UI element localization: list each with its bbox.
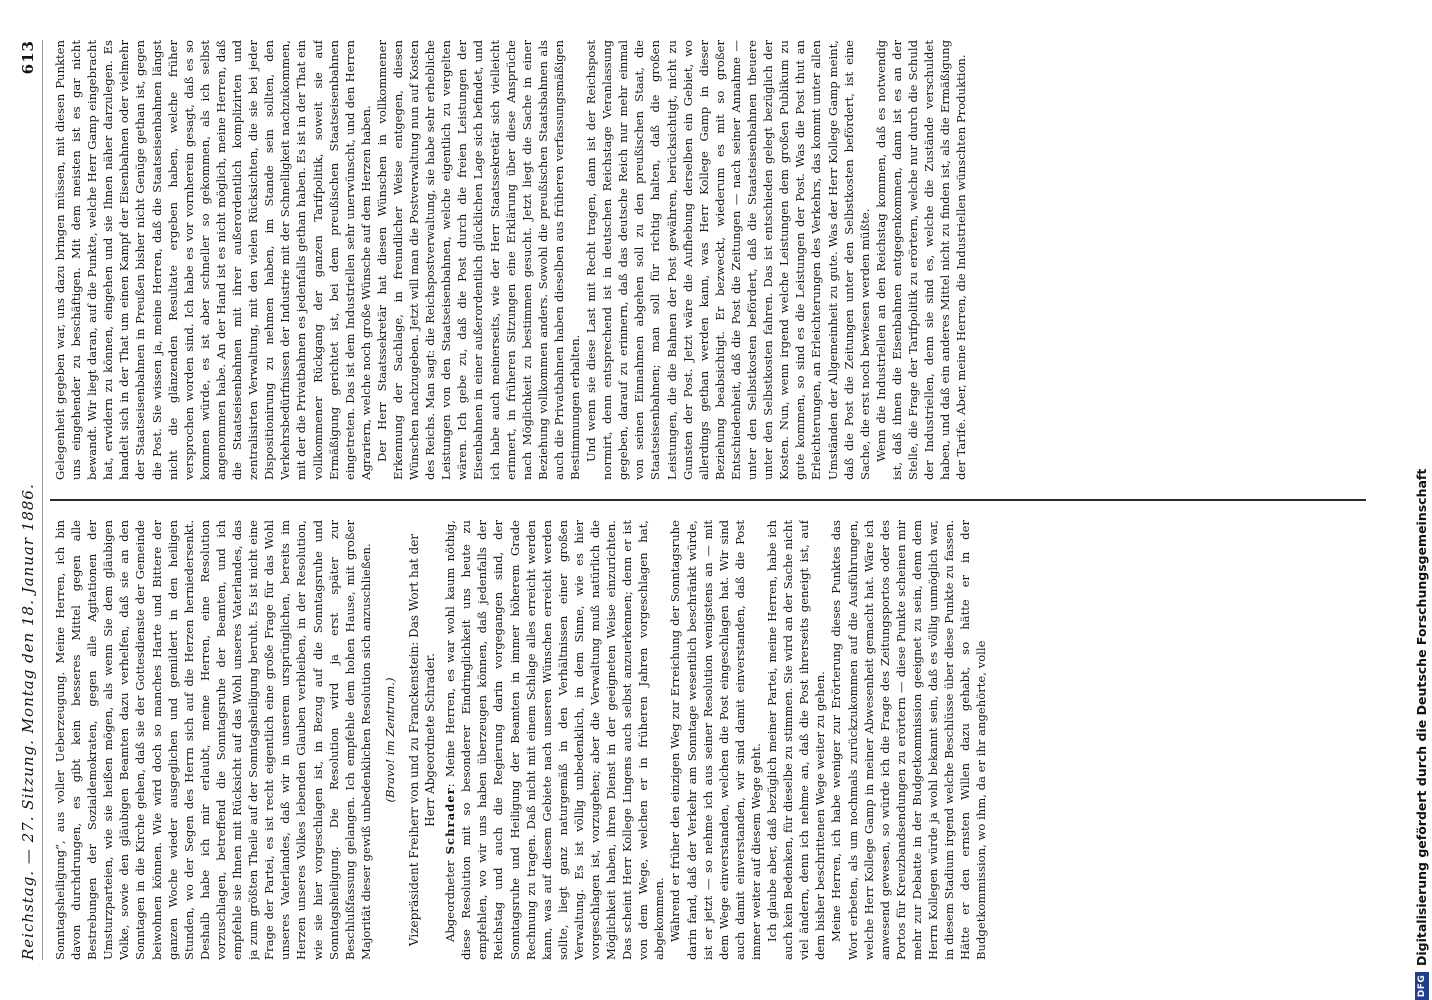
paragraph: Sonntagsheiligung“, aus voller Ueberzeugung. Meine Herren, ich bin davon durchdrungen, es gibt kein besseres Mittel gegen alle Bestrebungen der Sozialdemokraten, gegen alle Agitationen der Umsturzparteien, wie sie heißen mögen, als wenn Sie dem gläubigen Volke, sowie den gläubigen Beamten dazu verhelfen, daß sie an den Sonntagen in die Kirche gehen, daß sie der Gottesdienste der Gemeinde beiwohnen können. Wie wird doch so manches Harte und Bittere der ganzen Woche wieder ausgeglichen und gemildert in den heiligen Stunden, wo der Segen des Herrn sich auf die Herzen herniedersenkt. Deshalb habe ich mir erlaubt, meine Herren, eine Resolution vorzuschlagen, betreffend die Sonntagsruhe der Beamten, und ich empfehle sie Ihnen mit Rücksicht auf das Wohl unseres Vaterlandes, das ja zum größten Theile auf der Sonntagsheiligung beruht. Es ist nicht eine Frage der Partei, es ist recht eigentlich eine große Frage für das Wohl unseres Vaterlandes, daß wir in unserem ursprünglichen, bereits im Herzen unseres Volkes lebenden Glauben verbleiben, in der Resolution, wie sie hier vorgeschlagen ist, in Bezug auf die Sonntagsruhe und Sonntagsheiligung. Die Resolution wird ja erst später zur Beschlußfassung gelangen. Ich empfehle dem hohen Hause, mit großer Majorität dieser gewiß unbedenklichen Resolution sich anzuschließen. (53, 520, 373, 960)
chair-announcement: Vizepräsident Freiherr von und zu Franckenstein: Das Wort hat der Herr Abgeordnete Schrader. (406, 533, 438, 947)
paragraph: Meine Herren, ich habe weniger zur Erörterung dieses Punktes das Wort erbeten, als um nochmals zurückzukommen auf die Ausführungen, welche Herr Kollege Gamp in meiner Abwesenheit gemacht hat. Wäre ich anwesend gewesen, so würde ich die Frage des Zeitungsportos oder des Portos für Kreuzbandsendungen zu erörtern — diese Punkte scheinen mir mehr zur Debatte in der Budgetkommission geeignet zu sein, denn dem Herrn Kollegen würde ja wohl bekannt sein, daß es völlig unmöglich war, in diesem Stadium irgend welche Beschlüsse über diese Punkte zu fassen. Hätte er den ernsten Willen dazu gehabt, so hätte er in der Budgetkommission, wo ihm, da er ihr angehörte, volle (829, 520, 989, 960)
left-column (52, 520, 1362, 960)
paragraph: Der Herr Staatssekretär hat diesen Wünschen in vollkommener Erkennung der Sachlage, in freundlicher Weise entgegen, diesen Wünschen nachzugeben. Jetzt will man die Postverwaltung nun auf Kosten des Reichs. Man sagt: die Reichspostverwaltung, sie habe sehr erhebliche Leistungen von den Staatseisenbahnen, welche eigentlich zu vergelten wären. Ich gebe zu, daß die Post durch die freien Leistungen der Eisenbahnen in einer außerordentlich glücklichen Lage sich befindet, und ich habe auch meinerseits, wie der Herr Staatssekretär sich vielleicht erinnert, in früheren Sitzungen eine Erklärung über diese Ansprüche nach Möglichkeit zu bestimmen gesucht. Jetzt liegt die Sache in einer Beziehung vollkommen anders. Sowohl die preußischen Staatsbahnen als auch die Privatbahnen haben dieselben aus früheren verfassungsmäßigen Bestimmungen erhalten. (374, 40, 582, 480)
column-divider (50, 499, 1366, 501)
right-column (52, 40, 1362, 480)
digitization-credit (1411, 8, 1432, 1000)
paragraph: Meine Herren, es war wohl kaum nöthig, diese Resolution mit so besonderer Eindringlichkeit uns heute zu empfehlen, wo wir uns haben überzeugen können, daß jedenfalls der Reichstag und auch die Regierung darin vorgegangen sind, der Sonntagsruhe und Heiligung der Beamten in immer höherem Grade Rechnung zu tragen. Daß nicht mit einem Schlage alles erreicht werden kann, was auf diesem Gebiete nach unseren Wünschen erreicht werden sollte, liegt ganz naturgemäß in den Verhältnissen einer großen Verwaltung. Es ist völlig unbedenklich, in dem Sinne, wie es hier vorgeschlagen ist, vorzugehen; aber die Verwaltung muß natürlich die Möglichkeit haben, ihren Dienst in der geeigneten Weise einzurichten. Das scheint Herr Kollege Lingens auch selbst anzuerkennen; denn er ist von dem Wege, welchen er in früheren Jahren vorgeschlagen hat, abgekommen. (443, 520, 667, 960)
speech-opening: Abgeordneter Schrader: Meine Herren, es war wohl kaum nöthig, diese Resolution mit so besonderer Eindringlichkeit uns heute zu empfehlen, wo wir uns haben überzeugen können, daß jedenfalls der Reichstag und auch die Regierung darin vorgegangen sind, der Sonntagsruhe und Heiligung der Beamten in immer höherem Grade Rechnung zu tragen. Daß nicht mit einem Schlage alles erreicht werden kann, was auf diesem Gebiete nach unseren Wünschen erreicht werden sollte, liegt ganz naturgemäß in den Verhältnissen einer großen Verwaltung. Es ist völlig unbedenklich, in dem Sinne, wie es hier vorgeschlagen ist, vorzugehen; aber die Verwaltung muß natürlich die Möglichkeit haben, ihren Dienst in der geeigneten Weise einzurichten. Das scheint Herr Kollege Lingens auch selbst anzuerkennen; denn er ist von dem Wege, welchen er in früheren Jahren vorgeschlagen hat, abgekommen. (443, 520, 667, 960)
paragraph: Ich glaube aber, daß bezüglich meiner Partei, meine Herren, habe ich auch kein Bedenken, für dieselbe zu stimmen. Sie wird an der Sache nicht viel ändern, denn ich nehme an, daß die Post ihrerseits geneigt ist, auf dem bisher beschrittenen Wege weiter zu gehen. (765, 520, 828, 960)
applause-note: (Bravo! im Zentrum.) (382, 677, 397, 803)
credit-text: Digitalisierung gefördert durch die Deutsche Forschungsgemeinschaft (1414, 468, 1429, 966)
dfg-logo-icon: DFG (1415, 972, 1429, 1000)
speaker-name: Schrader (443, 787, 458, 855)
paragraph: Und wenn sie diese Last mit Recht tragen, dann ist der Reichspost normirt, denn entsprechend ist in deutschen Reichstage Veranlassung gegeben, darauf zu erinnern, daß das deutsche Reich nur mehr einmal von seinen Einnahmen abgehen soll zu den preußischen Staat, die Staatseisenbahnen; man soll für richtig halten, daß die großen Leistungen, die die Bahnen der Post gewähren, berücksichtigt, nicht zu Gunsten der Post. Jetzt wäre die Aufhebung derselben ein Gebiet, wo allerdings gethan werden kann, was Herr Kollege Gamp in dieser Beziehung beabsichtigt. Er bezweckt, wiederum es mit so großer Entschiedenheit, daß die Post die Zeitungen — nach seiner Annahme — unter den Selbstkosten befördert, daß die Staatseisenbahnen theuere unter den Selbstkosten fahren. Das ist entschieden gelegt bezüglich der Kosten. Nun, wenn irgend welche Leistungen dem großen Publikum zu gute kommen, so sind es die Leistungen der Post. Was die Post thut an Erleichterungen, an Erleichterungen des Verkehrs, das kommt unter allen Umständen der Allgemeinheit zu gute. Was der Herr Kollege Gamp meint, daß die Post die Zeitungen unter den Selbstkosten befördert, ist eine Sache, die erst noch bewiesen werden müßte. (584, 40, 872, 480)
page-header (14, 40, 43, 960)
page-number: 613 (19, 40, 37, 75)
paragraph: Wenn die Industriellen an den Reichstag kommen, daß es notwendig ist, daß ihnen die Eisenbahnen entgegenkommen, dann ist es an der Stelle, die Frage der Tarifpolitik zu erörtern, welche nur durch die Schuld der Industriellen, denn sie sind es, welche die Zustände verschuldet haben, und daß ein anderes Mittel nicht zu finden ist, als die Ermäßigung der Tarife. Aber, meine Herren, die Industriellen wünschten Produktion. (873, 40, 969, 480)
running-title: Reichstag. — 27. Sitzung. Montag den 18. Januar 1886. (19, 483, 37, 960)
speaker-label: Abgeordneter (443, 860, 458, 942)
paragraph: Gelegenheit gegeben war, uns dazu bringen müssen, mit diesen Punkten uns eingehender zu beschäftigen. Mit dem meisten ist es gar nicht bewandt. Wir liegt daran, auf die Punkte, welche Herr Gamp eingebracht hat, erwidern zu können, eingehen und sie Ihnen näher darzulegen. Es handelt sich in der That um einen Kampf der Eisenbahnen oder vielmehr der Staatseisenbahnen in Preußen bisher nicht Genüge gethan ist, gegen die Post. Sie wissen ja, meine Herren, daß die Staatseisenbahnen längst nicht die glänzenden Resultate ergeben haben, welche früher versprochen worden sind. Ich habe es vor vornherein gesagt, daß es so kommen würde, es ist aber schneller so gekommen, als ich selbst angenommen habe. An der Hand ist es nicht möglich, meine Herren, daß die Staatseisenbahnen mit ihrer außerordentlich komplizirten und zentralisirten Verwaltung, mit den vielen Rücksichten, die sie bei jeder Dispositionirung zu nehmen haben, im Stande sein sollten, den Verkehrsbedürfnissen der Industrie mit der Schnelligkeit nachzukommen, mit der die Privatbahnen es jedenfalls gethan haben. Es ist in der That ein vollkommener Rückgang der ganzen Tarifpolitik, soweit sie auf Ermäßigung gerichtet ist, bei dem preußischen Staatseisenbahnen eingetreten. Das ist dem Industriellen sehr unerwünscht, und den Herren Agrariern, welche noch große Wünsche auf dem Herzen haben. (53, 40, 373, 480)
paragraph: Während er früher den einzigen Weg zur Erreichung der Sonntagsruhe darin fand, daß der Verkehr am Sonntage wesentlich beschränkt würde, ist er jetzt — so nehme ich aus seiner Resolution wenigstens an — mit dem Wege einverstanden, welchen die Post eingeschlagen hat. Wir sind auch damit einverstanden, wir sind damit einverstanden, daß die Post immer weiter auf diesem Wege geht. (668, 520, 763, 960)
